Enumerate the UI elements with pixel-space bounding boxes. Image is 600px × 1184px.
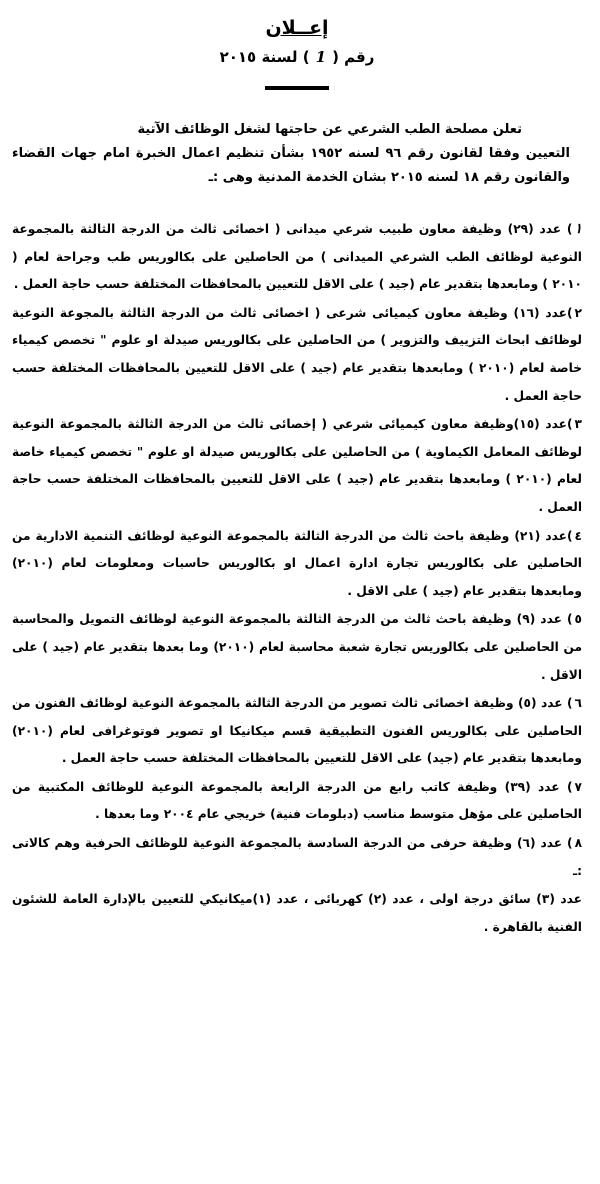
job-item-text: )عدد (١٥)وظيفة معاون كيميائى شرعي ( إخصائى ثالث من الدرجة الثالثة بالمجموعة النوعية لوظائف المعامل الكيماوية ) من الحاصلين على بكالوريس صيدلة او علوم " تخصص كيمياء خاصة لعام (٢٠١٠ ) ومابعدها بتقدير عام (جيد ) على الاقل للتعيين بالمحافظات المختلفة حسب حاجة العمل . bbox=[12, 417, 583, 514]
job-item-text: )عدد (٢١) وظيفة باحث ثالث من الدرجة الثالثة بالمجموعة النوعية لوظائف التنمية الادارية من الحاصلين على بكالوريس تجارة ادارة اعمال او بكالوريس حاسبات ومعلومات لعام (٢٠١٠) ومابعدها بتقدير عام (جيد ) على الاقل . bbox=[12, 528, 582, 598]
job-item-text: ) عدد (٣٩) وظيفة كاتب رابع من الدرجة الرابعة بالمجموعة النوعية للوظائف المكتبية من الحاصلين على مؤهل متوسط مناسب (دبلومات فنية) خريجي عام ٢٠٠٤ وما بعدها . bbox=[12, 779, 582, 822]
announcement-header bbox=[12, 16, 582, 90]
job-item-3 bbox=[12, 411, 582, 521]
header-divider bbox=[265, 86, 329, 90]
job-item-marker: ٨ bbox=[574, 836, 583, 851]
job-item-marker: ٦ bbox=[574, 696, 582, 711]
job-item-marker: ٥ bbox=[574, 612, 582, 627]
job-item-8-details bbox=[12, 886, 582, 941]
job-item-marker: ٣ bbox=[574, 417, 582, 432]
job-item-marker: ٢ bbox=[574, 305, 582, 320]
job-item-5 bbox=[12, 606, 582, 689]
job-item-marker: ١ bbox=[574, 221, 582, 237]
job-item-marker: ٧ bbox=[574, 779, 582, 794]
job-item-text: ) عدد (٦) وظيفة حرفى من الدرجة السادسة بالمجموعة النوعية للوظائف الحرفية وهم كالاتى :ـ bbox=[12, 836, 582, 878]
intro-line-2: التعيين وفقا لقانون رقم ٩٦ لسنه ١٩٥٢ بشأن تنظيم اعمال الخبرة امام جهات القضاء والقانون رقم ١٨ لسنه ٢٠١٥ بشان الخدمة المدنية وهى :ـ bbox=[12, 146, 570, 185]
job-items-list bbox=[12, 216, 582, 941]
job-item-text: عدد (٣) سائق درجة اولى ، عدد (٢) كهربائى ، عدد (١)ميكانيكي للتعيين بالإدارة العامة للشئون الفنية بالقاهرة . bbox=[12, 892, 583, 934]
intro-paragraph bbox=[12, 118, 582, 190]
announcement-number: 1 bbox=[315, 48, 327, 66]
job-item-1 bbox=[12, 216, 582, 299]
job-item-text: ) عدد (٥) وظيفة اخصائى ثالث تصوير من الدرجة الثالثة بالمجموعة النوعية لوظائف الفنون من الحاصلين على بكالوريس الفنون التطبيقية قسم ميكانيكا او تصوير فوتوغرافى لعام (٢٠١٠) ومابعدها بتقدير عام (جيد) على الاقل للتعيين بالمحافظات المختلفة حسب حاجة العمل . bbox=[12, 696, 582, 766]
announcement-number-prefix: رقم ( bbox=[332, 48, 375, 66]
job-item-2 bbox=[12, 300, 582, 410]
job-item-text: ) عدد (٢٩) وظيفة معاون طبيب شرعي ميدانى ( اخصائى ثالث من الدرجة الثالثة بالمجموعة النوعية لوظائف الطب الشرعي الميدانى ) من الحاصلين على بكالوريس طب وجراحة لعام ( ٢٠١٠ ) ومابعدها بتقدير عام (جيد ) على الاقل للتعيين بالمحافظات المختلفة حسب حاجة العمل . bbox=[12, 222, 582, 292]
job-item-text: ) عدد (٩) وظيفة باحث ثالث من الدرجة الثالثة بالمجموعة النوعية لوظائف التمويل والمحاسبة من الحاصلين على بكالوريس تجارة شعبة محاسبة لعام (٢٠١٠) وما بعدها بتقدير عام (جيد ) على الاقل . bbox=[12, 612, 582, 682]
announcement-title: إعــلان bbox=[265, 17, 329, 39]
announcement-year: ) لسنة ٢٠١٥ bbox=[219, 48, 310, 66]
job-item-8 bbox=[12, 830, 582, 885]
intro-line-1: تعلن مصلحة الطب الشرعي عن حاجتها لشغل الوظائف الآتية bbox=[137, 122, 522, 137]
job-item-text: )عدد (١٦) وظيفة معاون كيميائى شرعى ( اخصائى ثالث من الدرجة الثالثة بالمجوعة النوعية لوظائف ابحاث التزييف والتزوير ) من الحاصلين على بكالوريس صيدلة او علوم " تخصص كيمياء خاصة لعام (٢٠١٠ ) ومابعدها بتقدير عام (جيد ) على الاقل للتعيين بالمحافظات المختلفة حسب حاجة العمل . bbox=[12, 305, 582, 403]
job-item-6 bbox=[12, 690, 582, 773]
job-item-marker: ٤ bbox=[574, 528, 582, 543]
job-item-7 bbox=[12, 774, 582, 829]
announcement-number-line bbox=[12, 46, 582, 68]
job-item-4 bbox=[12, 523, 582, 606]
